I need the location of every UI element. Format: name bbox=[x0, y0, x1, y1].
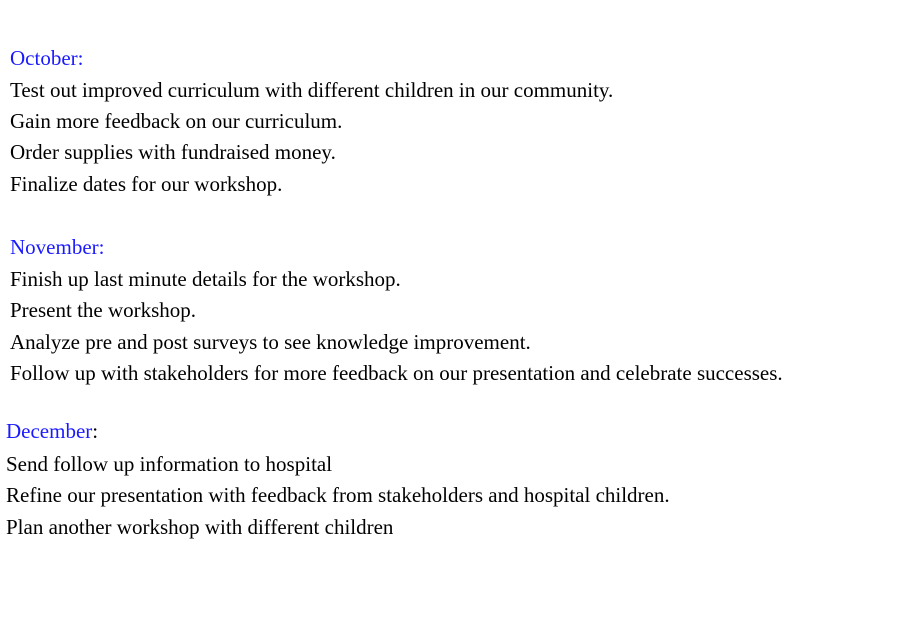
section-heading-october: October: bbox=[10, 46, 84, 70]
section-heading-colon: : bbox=[92, 419, 99, 443]
list-item: Finish up last minute details for the workshop. bbox=[10, 267, 401, 291]
list-item: Order supplies with fundraised money. bbox=[10, 140, 336, 164]
list-item: Analyze pre and post surveys to see knowledge improvement. bbox=[10, 330, 531, 354]
list-item: Send follow up information to hospital bbox=[6, 452, 333, 476]
list-item: Test out improved curriculum with different children in our community. bbox=[10, 78, 614, 102]
list-item: Gain more feedback on our curriculum. bbox=[10, 109, 343, 133]
list-item: Plan another workshop with different children bbox=[6, 515, 394, 539]
list-item: Follow up with stakeholders for more feedback on our presentation and celebrate successes. bbox=[10, 361, 783, 385]
list-item: Finalize dates for our workshop. bbox=[10, 172, 283, 196]
list-item: Present the workshop. bbox=[10, 298, 197, 322]
section-heading-december bbox=[6, 419, 98, 443]
section-heading-label: December bbox=[6, 419, 93, 443]
section-heading-november: November: bbox=[10, 235, 105, 259]
list-item: Refine our presentation with feedback from stakeholders and hospital children. bbox=[6, 483, 670, 507]
